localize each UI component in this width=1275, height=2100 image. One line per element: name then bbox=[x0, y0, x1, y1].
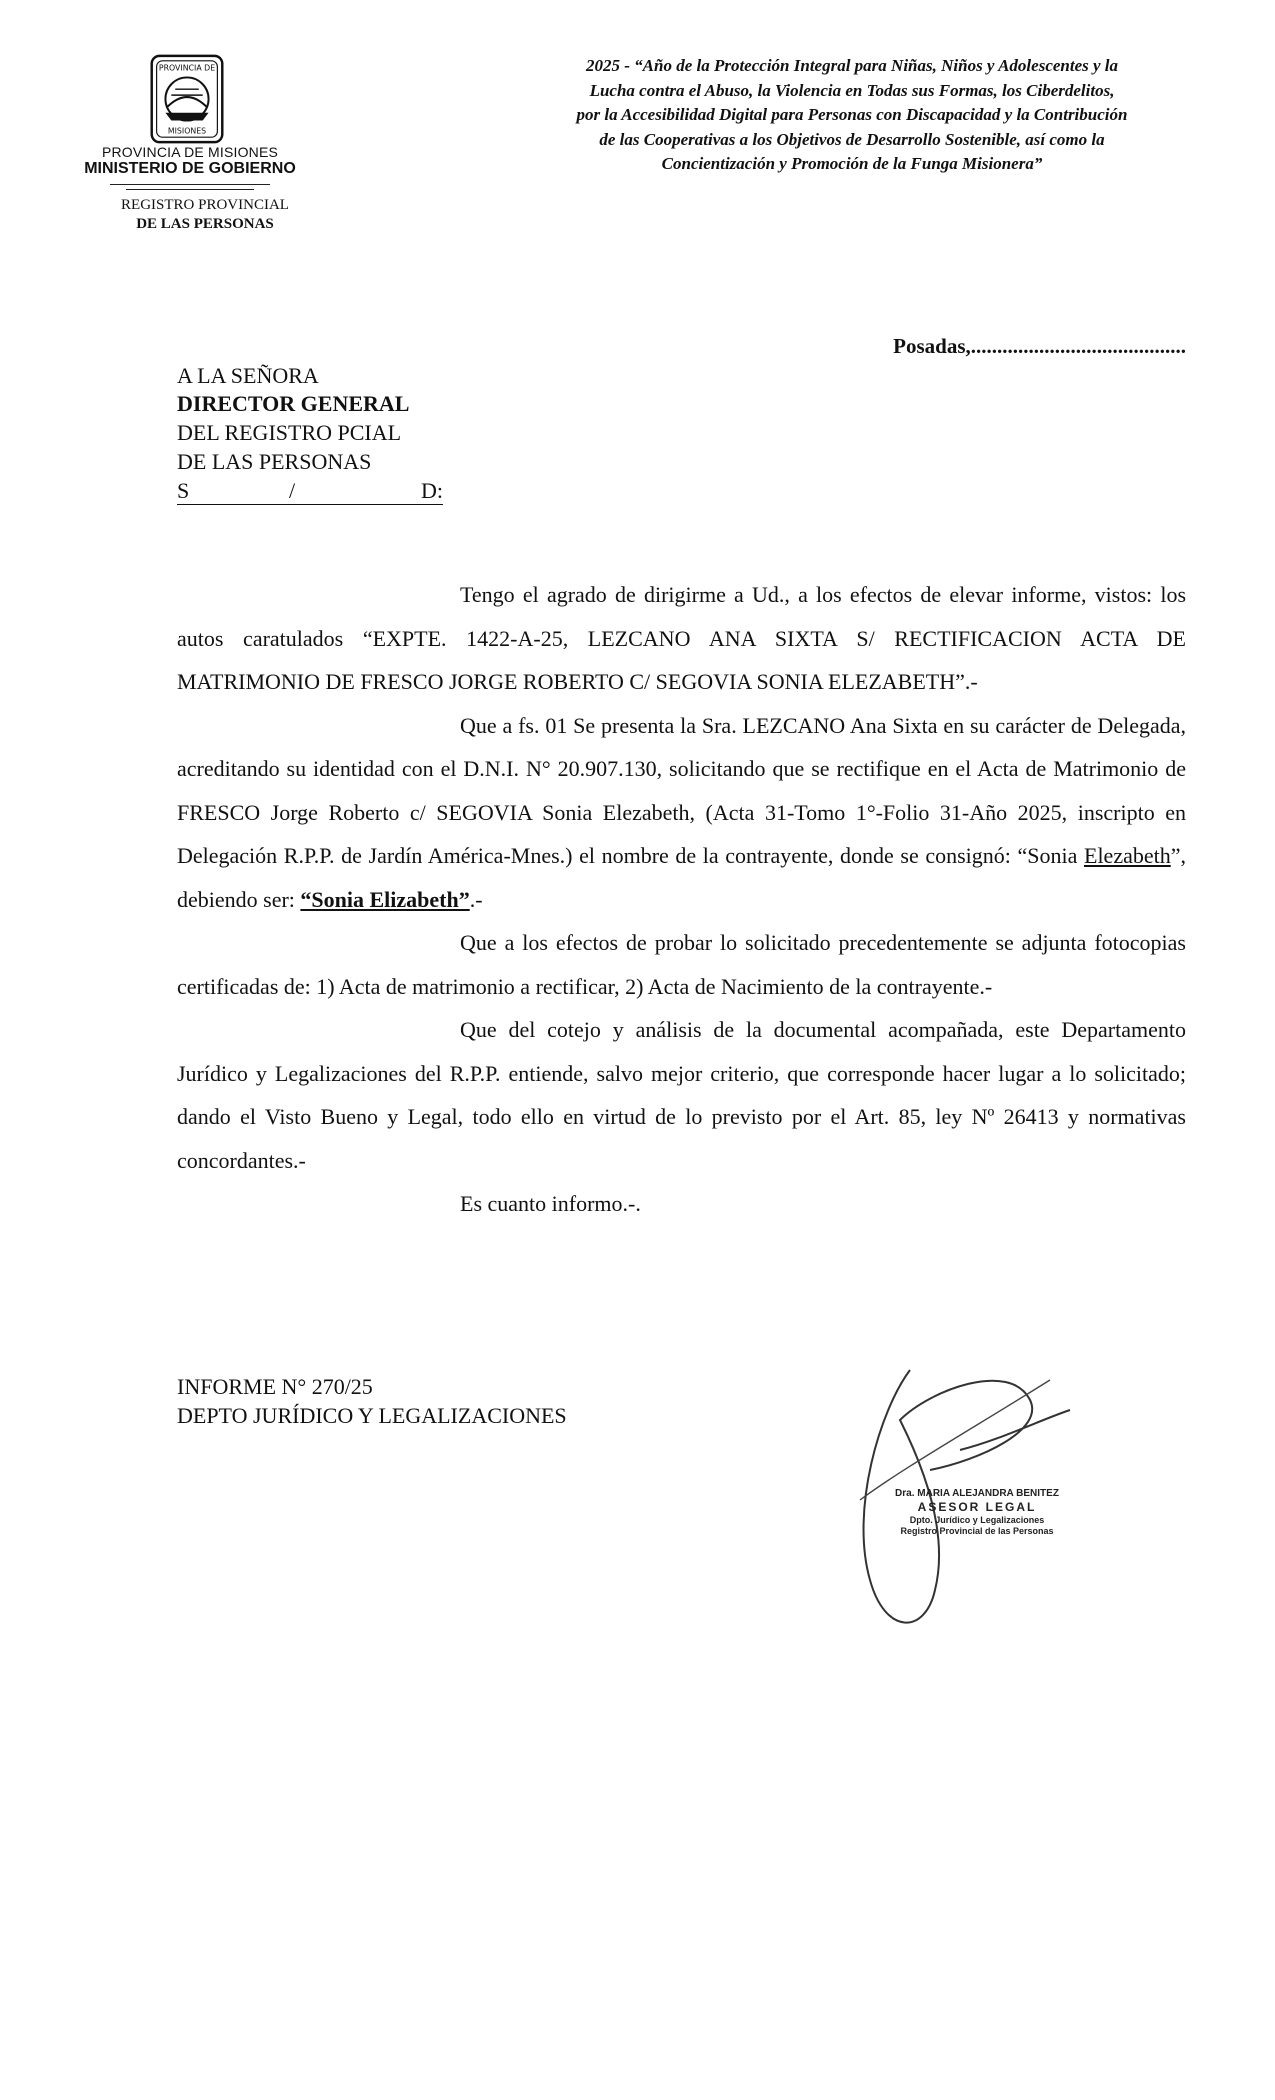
motto-line: por la Accesibilidad Digital para Personas con Discapacidad y la Contribución bbox=[576, 105, 1128, 124]
sd-slash: / bbox=[289, 478, 296, 503]
sd-s: S bbox=[177, 478, 190, 503]
motto-line: Concientización y Promoción de la Funga Misionera” bbox=[661, 154, 1043, 173]
addressee-line1: A LA SEÑORA bbox=[177, 363, 319, 388]
motto-line: de las Cooperativas a los Objetivos de Desarrollo Sostenible, así como la bbox=[599, 129, 1105, 149]
stamp-title: ASESOR LEGAL bbox=[917, 1500, 1037, 1514]
correct-name: “Sonia Elizabeth” bbox=[300, 886, 470, 912]
addressee-line3: DEL REGISTRO PCIAL bbox=[177, 420, 402, 445]
report-body bbox=[177, 573, 1186, 1226]
report-department: DEPTO JURÍDICO Y LEGALIZACIONES bbox=[177, 1403, 567, 1428]
paragraph-2-text-c: .- bbox=[469, 886, 483, 912]
letterhead-province: PROVINCIA DE MISIONES bbox=[101, 144, 279, 160]
addressee-line4: DE LAS PERSONAS bbox=[177, 449, 372, 474]
seal-text-top: PROVINCIA DE bbox=[158, 63, 216, 73]
report-number: INFORME N° 270/25 bbox=[177, 1374, 373, 1399]
paragraph-3: Que a los efectos de probar lo solicitado precedentemente se adjunta fotocopias certificadas de: 1) Acta de matrimonio a rectificar, 2) Acta de Nacimiento de la contrayente.- bbox=[177, 930, 1186, 999]
province-seal-icon bbox=[138, 50, 236, 148]
stamp-department: Dpto. Jurídico y Legalizaciones bbox=[909, 1515, 1045, 1525]
motto-line: 2025 - “Año de la Protección Integral para Niñas, Niños y Adolescentes y la bbox=[585, 56, 1119, 75]
letterhead-ministry: MINISTERIO DE GOBIERNO bbox=[84, 160, 296, 177]
paragraph-2-text-b: ”, debiendo ser: bbox=[177, 843, 1186, 912]
salutation-sd bbox=[177, 478, 443, 505]
paragraph-4: Que del cotejo y análisis de la documental acompañada, este Departamento Jurídico y Legalizaciones del R.P.P. entiende, salvo mejor criterio, que corresponde hacer lugar a lo solicitado; dando el Visto Bueno y Legal, todo ello en virtud de lo previsto por el Art. 85, ley Nº 26413 y normativas concordantes.- bbox=[177, 1017, 1186, 1173]
letterhead-divider bbox=[110, 184, 270, 185]
paragraph-2-text: Que a fs. 01 Se presenta la Sra. LEZCANO Ana Sixta en su carácter de Delegada, acreditando su identidad con el D.N.I. N° 20.907.130, solicitando que se rectifique en el Acta de Matrimonio de FRESCO Jorge Roberto c/ SEGOVIA Sonia Elezabeth, (Acta 31-Tomo 1°-Folio 31-Año 2025, inscripto en Delegación R.P.P. de Jardín América-Mnes.) el nombre de la contrayente, donde se consignó: “Sonia bbox=[177, 712, 1186, 868]
sd-d: D: bbox=[421, 478, 443, 503]
paragraph-2 bbox=[177, 704, 1186, 922]
paragraph-5: Es cuanto informo.-. bbox=[460, 1191, 641, 1216]
stamp-registry: Registro Provincial de las Personas bbox=[900, 1526, 1054, 1536]
wrong-name: Elezabeth bbox=[1084, 843, 1171, 868]
motto-line: Lucha contra el Abuso, la Violencia en Todas sus Formas, los Ciberdelitos, bbox=[589, 80, 1115, 100]
letterhead-registry-line1: REGISTRO PROVINCIAL bbox=[121, 197, 289, 213]
letterhead-divider-2 bbox=[126, 189, 254, 190]
letterhead-registry-line2: DE LAS PERSONAS bbox=[136, 216, 274, 232]
paragraph-1: Tengo el agrado de dirigirme a Ud., a los efectos de elevar informe, vistos: los autos caratulados “EXPTE. 1422-A-25, LEZCANO ANA SIXTA S/ RECTIFICACION ACTA DE MATRIMONIO DE FRESCO JORGE ROBERTO C/ SEGOVIA SONIA ELEZABETH”.- bbox=[177, 582, 1186, 694]
place-date: Posadas,......................................... bbox=[893, 334, 1186, 358]
seal-text-bottom: MISIONES bbox=[167, 126, 207, 136]
addressee-line2: DIRECTOR GENERAL bbox=[177, 391, 410, 416]
year-motto bbox=[488, 54, 1216, 177]
stamp-name: Dra. MARIA ALEJANDRA BENITEZ bbox=[895, 1488, 1059, 1499]
